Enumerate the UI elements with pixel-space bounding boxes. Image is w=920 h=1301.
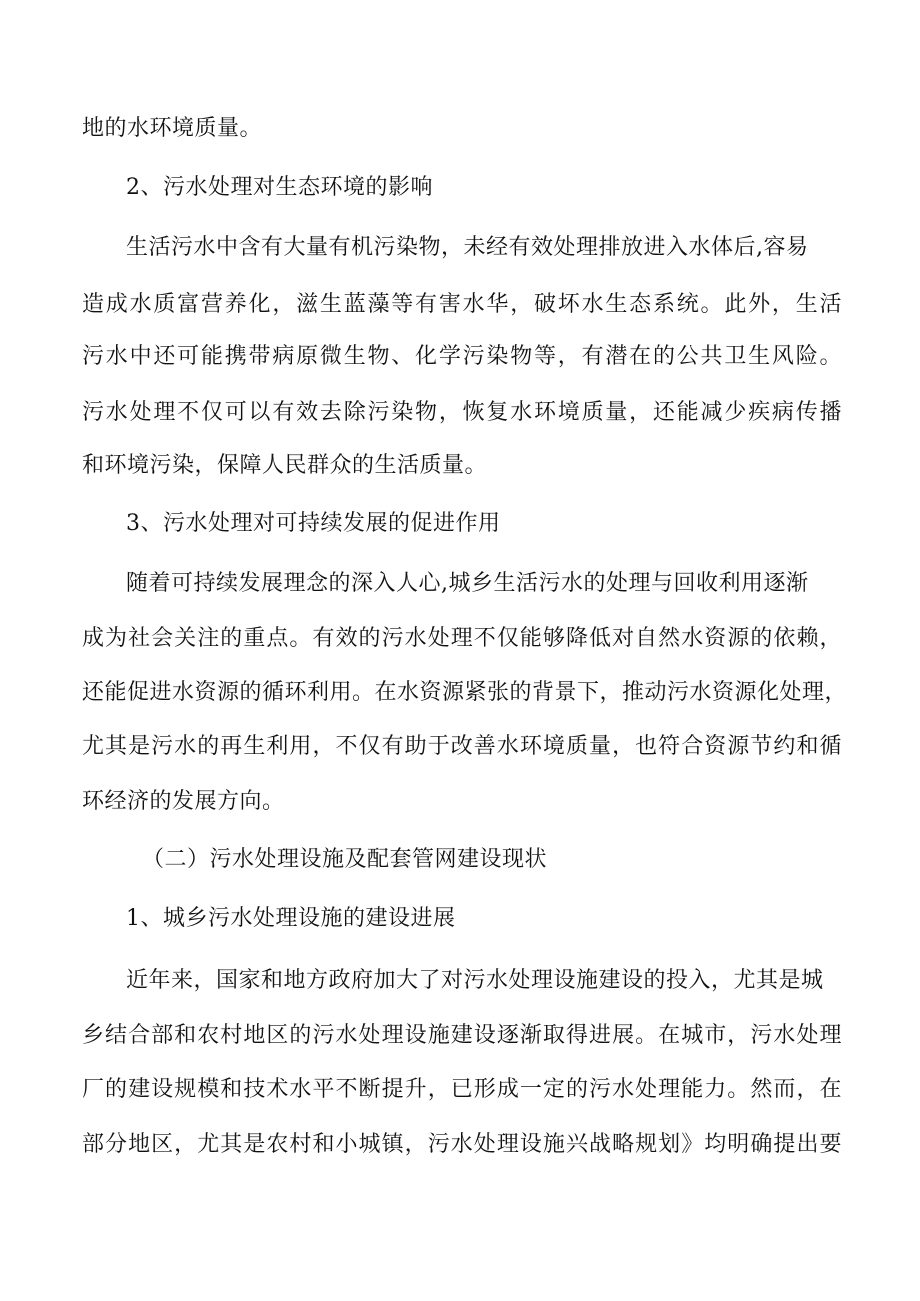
heading-sustainable-development: 3、污水处理对可持续发展的促进作用 [126, 511, 501, 536]
paragraph-line: 和环境污染，保障人民群众的生活质量。 [82, 453, 488, 478]
paragraph-line: 厂的建设规模和技术水平不断提升，已形成一定的污水处理能力。然而，在 [82, 1077, 842, 1102]
paragraph-line: 近年来，国家和地方政府加大了对污水处理设施建设的投入，尤其是城 [126, 968, 824, 993]
paragraph-line: 污水处理不仅可以有效去除污染物，恢复水环境质量，还能减少疾病传播 [82, 400, 842, 425]
paragraph-line: 还能促进水资源的循环利用。在水资源紧张的背景下，推动污水资源化处理， [82, 680, 848, 705]
paragraph-line: 污水中还可能携带病原微生物、化学污染物等，有潜在的公共卫生风险。 [82, 344, 842, 369]
paragraph-line: 造成水质富营养化，滋生蓝藻等有害水华，破坏水生态系统。此外，生活 [82, 292, 842, 317]
heading-facility-progress: 1、城乡污水处理设施的建设进展 [126, 906, 456, 931]
paragraph-line: 部分地区，尤其是农村和小城镇，污水处理设施兴战略规划》均明确提出要 [82, 1132, 842, 1157]
paragraph-line: 随着可持续发展理念的深入人心,城乡生活污水的处理与回收利用逐渐 [126, 571, 809, 596]
heading-ecological-impact: 2、污水处理对生态环境的影响 [126, 175, 433, 200]
paragraph-line: 成为社会关注的重点。有效的污水处理不仅能够降低对自然水资源的依赖， [82, 626, 842, 651]
section-heading: （二）污水处理设施及配套管网建设现状 [142, 847, 548, 872]
paragraph-line: 生活污水中含有大量有机污染物，未经有效处理排放进入水体后,容易 [126, 235, 809, 260]
paragraph-line: 乡结合部和农村地区的污水处理设施建设逐渐取得进展。在城市，污水处理 [82, 1023, 842, 1048]
paragraph-line: 尤其是污水的再生利用，不仅有助于改善水环境质量，也符合资源节约和循 [82, 734, 842, 759]
paragraph-tail: 地的水环境质量。 [82, 116, 263, 141]
paragraph-line: 环经济的发展方向。 [82, 789, 285, 814]
